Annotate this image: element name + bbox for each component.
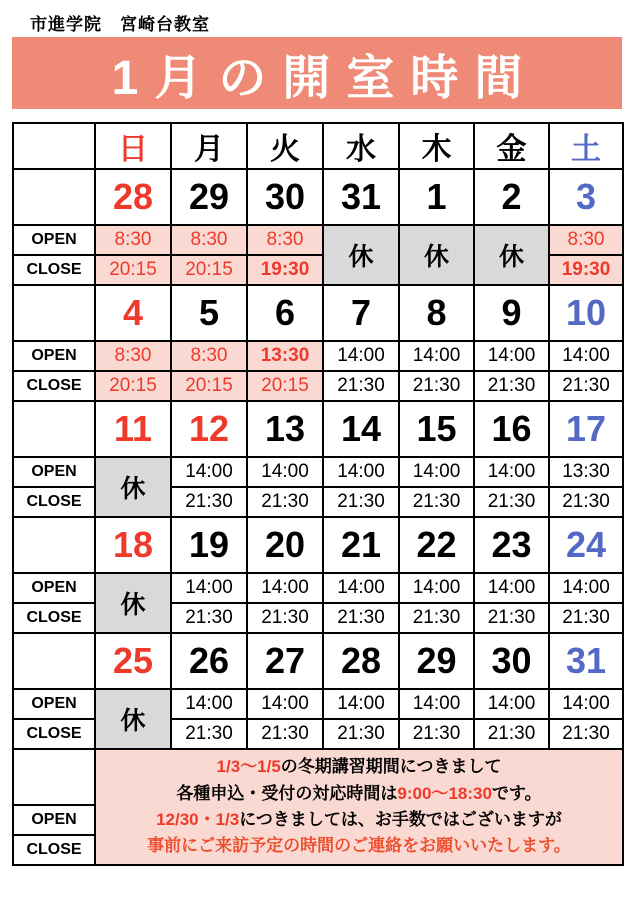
close-time-w5-tue: 21:30 — [247, 719, 323, 749]
close-label-bottom: CLOSE — [13, 835, 95, 865]
close-time-w2-wed: 21:30 — [323, 371, 399, 401]
close-time-w3-wed: 21:30 — [323, 487, 399, 517]
date-w4-thu-22: 22 — [399, 517, 474, 573]
date-w2-sat-10: 10 — [549, 285, 623, 341]
close-time-w5-thu: 21:30 — [399, 719, 474, 749]
day-header-tue: 火 — [247, 123, 323, 169]
week2-spacer-cell — [13, 285, 95, 341]
open-label-w2: OPEN — [13, 341, 95, 371]
date-w1-sat-3: 3 — [549, 169, 623, 225]
open-time-w4-mon: 14:00 — [171, 573, 247, 603]
date-w2-mon-5: 5 — [171, 285, 247, 341]
date-w5-wed-28: 28 — [323, 633, 399, 689]
corner-cell — [13, 123, 95, 169]
date-w5-tue-27: 27 — [247, 633, 323, 689]
open-time-w4-wed: 14:00 — [323, 573, 399, 603]
open-time-w5-fri: 14:00 — [474, 689, 549, 719]
close-time-w5-fri: 21:30 — [474, 719, 549, 749]
notice-segment: 各種申込・受付の対応時間は — [176, 783, 398, 803]
day-header-mon: 月 — [171, 123, 247, 169]
week3-spacer-cell — [13, 401, 95, 457]
open-label-w3: OPEN — [13, 457, 95, 487]
close-time-w4-mon: 21:30 — [171, 603, 247, 633]
notice-segment: の冬期講習期間につきまして — [280, 757, 502, 777]
notice-segment: 事前にご来訪予定の時間のご連絡をお願いいたします。 — [147, 836, 571, 856]
notice-spacer-cell — [13, 749, 95, 805]
date-w2-wed-7: 7 — [323, 285, 399, 341]
open-time-w3-mon: 14:00 — [171, 457, 247, 487]
closed-w4-sun: 休 — [95, 573, 171, 633]
open-time-w3-fri: 14:00 — [474, 457, 549, 487]
closed-w5-sun: 休 — [95, 689, 171, 749]
open-time-w2-fri: 14:00 — [474, 341, 549, 371]
day-header-fri: 金 — [474, 123, 549, 169]
day-header-wed: 水 — [323, 123, 399, 169]
open-time-w5-wed: 14:00 — [323, 689, 399, 719]
date-w3-sat-17: 17 — [549, 401, 623, 457]
date-w2-fri-9: 9 — [474, 285, 549, 341]
date-w1-thu-1: 1 — [399, 169, 474, 225]
open-label-w1: OPEN — [13, 225, 95, 255]
notice-segment: です。 — [491, 783, 542, 803]
date-w5-fri-30: 30 — [474, 633, 549, 689]
date-w4-sun-18: 18 — [95, 517, 171, 573]
close-label-w4: CLOSE — [13, 603, 95, 633]
open-label-w5: OPEN — [13, 689, 95, 719]
closed-w1-fri: 休 — [474, 225, 549, 285]
close-time-w2-sat: 21:30 — [549, 371, 623, 401]
open-time-w5-sat: 14:00 — [549, 689, 623, 719]
open-time-w5-tue: 14:00 — [247, 689, 323, 719]
week5-spacer-cell — [13, 633, 95, 689]
open-time-w5-thu: 14:00 — [399, 689, 474, 719]
closed-w3-sun: 休 — [95, 457, 171, 517]
date-w3-wed-14: 14 — [323, 401, 399, 457]
close-time-w1-sun: 20:15 — [95, 255, 171, 285]
date-w2-tue-6: 6 — [247, 285, 323, 341]
notice-segment: 1/3～1/5 — [216, 757, 281, 777]
notice-segment: につきましては、お手数ではございますが — [239, 810, 562, 829]
close-label-w5: CLOSE — [13, 719, 95, 749]
close-time-w4-sat: 21:30 — [549, 603, 623, 633]
close-time-w5-mon: 21:30 — [171, 719, 247, 749]
close-label-w3: CLOSE — [13, 487, 95, 517]
date-w2-sun-4: 4 — [95, 285, 171, 341]
date-w1-sun-28: 28 — [95, 169, 171, 225]
date-w4-wed-21: 21 — [323, 517, 399, 573]
close-time-w2-sun: 20:15 — [95, 371, 171, 401]
open-label-bottom: OPEN — [13, 805, 95, 835]
date-w3-fri-16: 16 — [474, 401, 549, 457]
close-time-w3-thu: 21:30 — [399, 487, 474, 517]
notice-line-2 — [96, 781, 622, 807]
close-label-w1: CLOSE — [13, 255, 95, 285]
close-time-w1-tue: 19:30 — [247, 255, 323, 285]
notice-segment: 9:00～18:30 — [397, 783, 492, 803]
date-w5-thu-29: 29 — [399, 633, 474, 689]
close-time-w4-wed: 21:30 — [323, 603, 399, 633]
notice-line-3 — [96, 807, 622, 833]
close-time-w2-tue: 20:15 — [247, 371, 323, 401]
close-time-w3-mon: 21:30 — [171, 487, 247, 517]
date-w4-tue-20: 20 — [247, 517, 323, 573]
open-time-w1-mon: 8:30 — [171, 225, 247, 255]
date-w4-mon-19: 19 — [171, 517, 247, 573]
notice-line-4 — [96, 833, 622, 859]
open-time-w2-wed: 14:00 — [323, 341, 399, 371]
title-banner — [12, 37, 622, 109]
closed-w1-thu: 休 — [399, 225, 474, 285]
school-name: 市進学院 宮崎台教室 — [30, 15, 210, 34]
week4-spacer-cell — [13, 517, 95, 573]
open-time-w3-wed: 14:00 — [323, 457, 399, 487]
close-time-w4-tue: 21:30 — [247, 603, 323, 633]
notice-segment: 12/30・1/3 — [156, 810, 240, 829]
open-label-w4: OPEN — [13, 573, 95, 603]
date-w1-tue-30: 30 — [247, 169, 323, 225]
date-w5-sun-25: 25 — [95, 633, 171, 689]
date-w3-thu-15: 15 — [399, 401, 474, 457]
close-time-w1-sat: 19:30 — [549, 255, 623, 285]
date-w1-fri-2: 2 — [474, 169, 549, 225]
close-time-w5-wed: 21:30 — [323, 719, 399, 749]
close-time-w2-mon: 20:15 — [171, 371, 247, 401]
open-time-w1-sun: 8:30 — [95, 225, 171, 255]
open-time-w3-sat: 13:30 — [549, 457, 623, 487]
week1-spacer-cell — [13, 169, 95, 225]
date-w1-mon-29: 29 — [171, 169, 247, 225]
date-w3-mon-12: 12 — [171, 401, 247, 457]
open-time-w2-thu: 14:00 — [399, 341, 474, 371]
date-w5-mon-26: 26 — [171, 633, 247, 689]
closed-w1-wed: 休 — [323, 225, 399, 285]
page-title: 1月の開室時間 — [111, 51, 539, 105]
close-label-w2: CLOSE — [13, 371, 95, 401]
close-time-w2-thu: 21:30 — [399, 371, 474, 401]
open-time-w2-tue: 13:30 — [247, 341, 323, 371]
open-time-w5-mon: 14:00 — [171, 689, 247, 719]
notice-cell — [95, 749, 623, 865]
close-time-w4-fri: 21:30 — [474, 603, 549, 633]
close-time-w1-mon: 20:15 — [171, 255, 247, 285]
close-time-w3-tue: 21:30 — [247, 487, 323, 517]
day-header-sat: 土 — [549, 123, 623, 169]
open-time-w2-sat: 14:00 — [549, 341, 623, 371]
open-time-w3-thu: 14:00 — [399, 457, 474, 487]
open-time-w2-sun: 8:30 — [95, 341, 171, 371]
close-time-w5-sat: 21:30 — [549, 719, 623, 749]
date-w5-sat-31: 31 — [549, 633, 623, 689]
open-time-w3-tue: 14:00 — [247, 457, 323, 487]
date-w4-sat-24: 24 — [549, 517, 623, 573]
day-header-thu: 木 — [399, 123, 474, 169]
notice-line-1 — [96, 754, 622, 780]
close-time-w3-fri: 21:30 — [474, 487, 549, 517]
close-time-w4-thu: 21:30 — [399, 603, 474, 633]
date-w2-thu-8: 8 — [399, 285, 474, 341]
open-time-w4-fri: 14:00 — [474, 573, 549, 603]
day-header-sun: 日 — [95, 123, 171, 169]
open-time-w4-sat: 14:00 — [549, 573, 623, 603]
close-time-w2-fri: 21:30 — [474, 371, 549, 401]
opening-hours-calendar — [12, 122, 624, 866]
date-w4-fri-23: 23 — [474, 517, 549, 573]
date-w3-sun-11: 11 — [95, 401, 171, 457]
date-w3-tue-13: 13 — [247, 401, 323, 457]
open-time-w1-sat: 8:30 — [549, 225, 623, 255]
date-w1-wed-31: 31 — [323, 169, 399, 225]
close-time-w3-sat: 21:30 — [549, 487, 623, 517]
open-time-w1-tue: 8:30 — [247, 225, 323, 255]
open-time-w4-tue: 14:00 — [247, 573, 323, 603]
open-time-w2-mon: 8:30 — [171, 341, 247, 371]
open-time-w4-thu: 14:00 — [399, 573, 474, 603]
